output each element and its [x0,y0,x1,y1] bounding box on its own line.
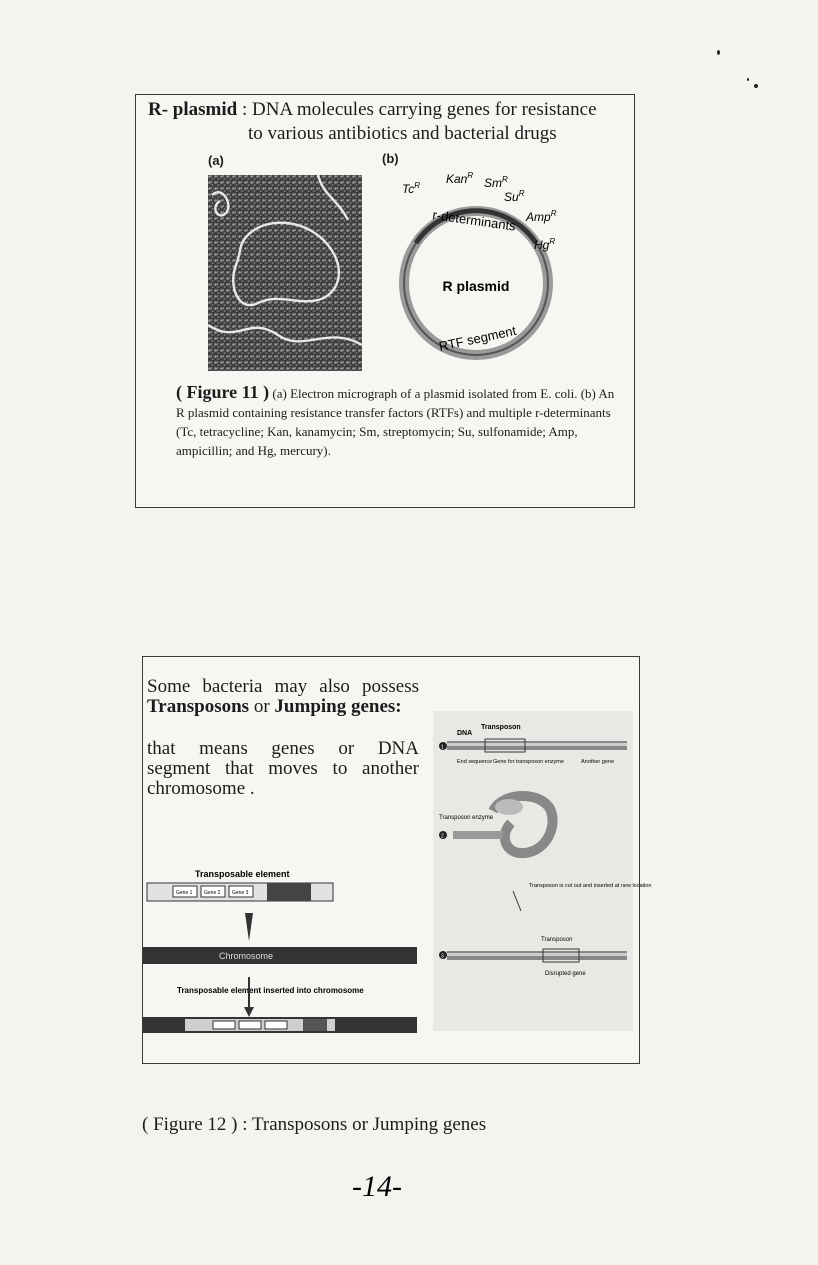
step-3-marker: 3 [441,953,444,960]
step-1-marker: 1 [441,744,444,751]
resistance-gene-su: $Su^R$ [504,189,525,204]
resistance-gene-sm: $Sm^R$ [484,175,508,190]
gene-for-enzyme-label: Gene for transposon enzyme [493,759,564,765]
another-gene-label: Another gene [581,759,615,765]
gene-3-label: Gene 3 [232,890,249,896]
transposable-element-diagram [143,867,423,1037]
figure-11-box [135,94,635,508]
figure-11-title: R- plasmid : DNA molecules carrying genes for resistance [148,99,597,120]
cut-out-label: Transposon is cut out and inserted at new location [529,883,652,889]
page-number [348,1160,418,1204]
transposon-label: Transposon [481,724,521,731]
disrupted-gene-label: Disrupted gene [545,971,586,977]
page-speck [754,84,758,88]
figure-12-box [142,656,652,1064]
electron-micrograph-image [208,175,362,371]
page-speck [717,50,720,55]
r-plasmid-center-label: R plasmid [442,278,510,294]
inserted-element-label: Transposable element inserted into chromosome [177,986,364,995]
gene-1-label: Gene 1 [176,890,193,896]
panel-a-label: (a) [208,153,224,168]
end-sequence-label: End sequence [457,759,493,765]
rtf-segment-label: RTF segment [437,322,518,354]
resistance-gene-hg: $Hg^R$ [534,237,556,252]
transposon-intro-text: Some bacteria may also possess Transposons or Jumping genes: [147,676,419,717]
figure-11-caption: ( Figure 11 ) (a) Electron micrograph of a plasmid isolated from E. coli. (b) An R plasmid containing resistance transfer factors (RTFs) and multiple r-determinants (Tc, tetracycline; Kan, kanamycin; Sm, streptomycin; Su, sulfonamide; Amp, ampicillin; and Hg, mercury). [176,382,615,458]
dna-label: DNA [457,730,473,737]
r-plasmid-diagram [376,163,596,383]
transposon-mechanism-diagram [433,711,652,1031]
gene-2-label: Gene 2 [204,890,221,896]
resistance-gene-tc: $Tc^R$ [402,181,421,196]
transposon-enzyme-label: Transposon enzyme [439,815,494,821]
step-2-marker: 2 [441,833,444,840]
r-determinants-label: r-determinants [431,207,517,234]
resistance-gene-kan: Kan$^R$ [446,171,474,186]
panel-b-label: (b) [382,151,399,166]
figure-11-title-line2: to various antibiotics and bacterial drugs [248,123,557,144]
transposon-definition-text: that means genes or DNA segment that moves to another chromosome . [147,738,419,799]
transposable-element-label: Transposable element [195,869,290,879]
chromosome-label: Chromosome [219,951,274,961]
page-number-text: -14- [352,1170,402,1203]
figure-12-caption: ( Figure 12 ) : Transposons or Jumping genes [142,1114,487,1135]
transposon-new-label: Transposon [541,937,573,943]
page-speck [747,78,749,81]
resistance-gene-amp: Amp$^R$ [526,209,557,224]
